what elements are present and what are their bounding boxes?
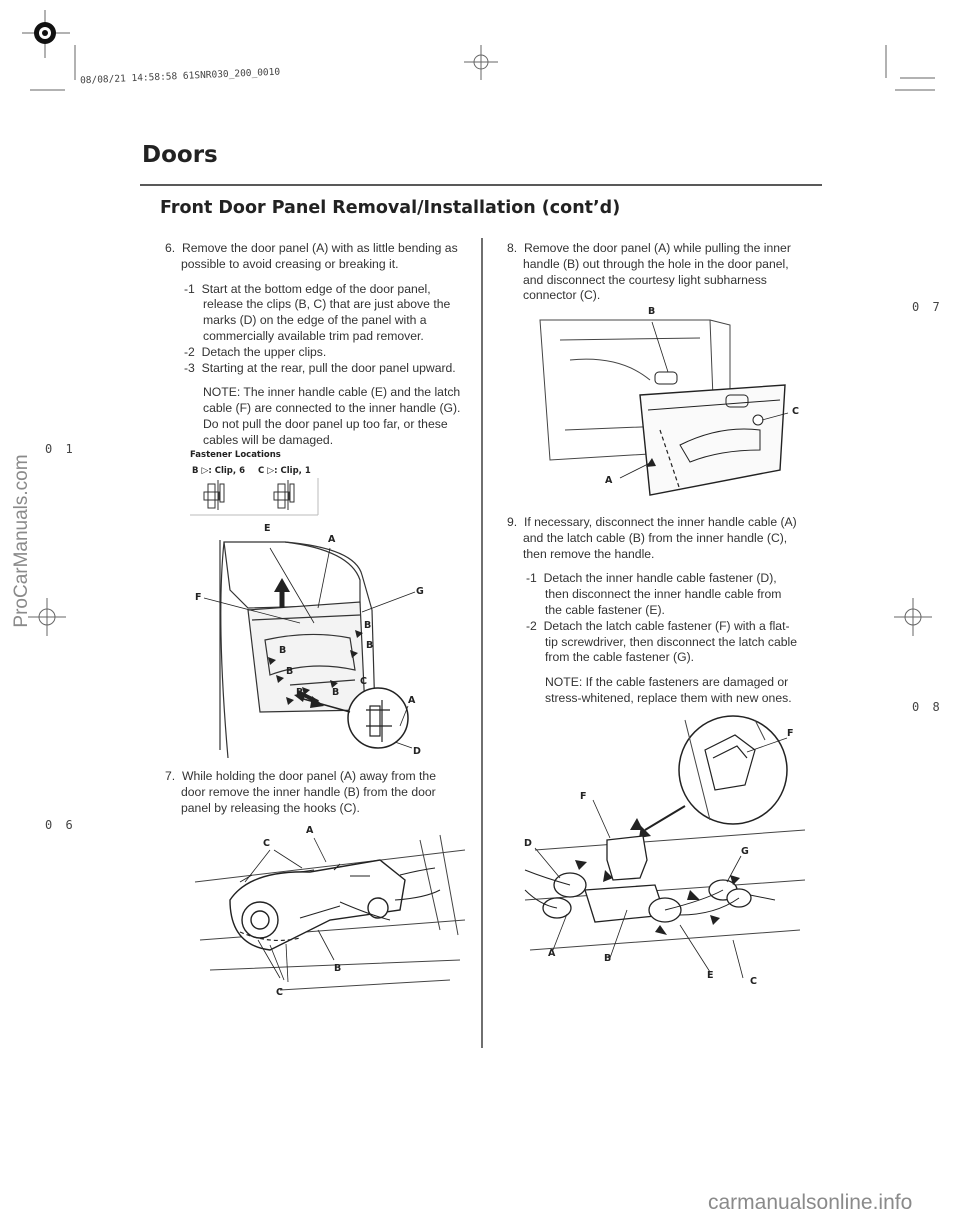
substep-line: then disconnect the inner handle cable from (545, 587, 782, 602)
label-F: F (195, 592, 202, 603)
substep-line: release the clips (B, C) that are just above the (203, 297, 451, 312)
side-watermark: ProCarManuals.com (11, 454, 32, 628)
substep-line: marks (D) on the edge of the panel with a (203, 313, 427, 328)
label-B: B (364, 620, 372, 631)
label-G: G (741, 846, 749, 857)
step-6 (165, 241, 475, 449)
step-text: and the latch cable (B) from the inner handle (C), (523, 530, 788, 545)
label-E: E (264, 523, 271, 534)
substep-line: the cable fastener (E). (545, 602, 665, 617)
section-title: Doors (142, 142, 218, 168)
label-B: B (648, 306, 656, 317)
note-line: cable (F) are connected to the inner handle (G). (203, 401, 461, 416)
bottom-watermark: carmanualsonline.info (708, 1191, 913, 1214)
step-text: Remove the door panel (A) with as little bending as (181, 241, 458, 255)
step-text: panel by releasing the hooks (C). (181, 800, 360, 815)
label-B: B (604, 953, 612, 964)
inner-handle-drawing (190, 820, 470, 1010)
print-timestamp: 08/08/21 14:58:58 61SNR030_200_0010 (79, 66, 281, 87)
label-C: C (792, 406, 799, 417)
label-B: B (332, 687, 340, 698)
step-number: 7. (165, 769, 176, 783)
label-A: A (408, 695, 416, 706)
note-line: cables will be damaged. (203, 432, 334, 447)
substep-6-3: -3 Starting at the rear, pull the door panel upward. (184, 360, 456, 375)
label-B: B (366, 640, 374, 651)
page-subtitle: Front Door Panel Removal/Installation (cont’d) (160, 198, 621, 218)
page-mark-right-bottom: 0 8 (912, 700, 943, 714)
step-number: 9. (507, 515, 518, 529)
label-A: A (605, 475, 613, 486)
substep-6-2: -2 Detach the upper clips. (184, 344, 327, 359)
door-panel-drawing (190, 520, 470, 760)
fastener-title: Fastener Locations (190, 450, 281, 460)
door-panel-removal-figure (530, 300, 820, 500)
label-B: B (296, 687, 304, 698)
label-A: A (548, 948, 556, 959)
step-7 (165, 769, 475, 816)
step-number: 6. (165, 241, 176, 255)
label-E: E (707, 970, 714, 981)
cable-fastener-drawing (515, 700, 815, 1000)
inner-handle-figure (190, 820, 470, 1010)
step-text: then remove the handle. (523, 546, 655, 561)
label-F: F (787, 728, 794, 739)
label-D: D (413, 746, 421, 757)
fastener-b: B ▷: Clip, 6 (192, 466, 245, 476)
label-C: C (263, 838, 270, 849)
label-C: C (750, 976, 757, 987)
label-F: F (580, 791, 587, 802)
label-B: B (334, 963, 342, 974)
note-line: stress-whitened, replace them with new ones. (545, 690, 792, 705)
clip-drawings (190, 450, 320, 516)
note-line: Do not pull the door panel up too far, or these (203, 416, 448, 431)
step-text: If necessary, disconnect the inner handle cable (A) (523, 515, 797, 529)
label-D: D (524, 838, 532, 849)
step-text: While holding the door panel (A) away from the (181, 769, 436, 783)
step-text: handle (B) out through the hole in the door panel, (523, 256, 789, 271)
step-text: connector (C). (523, 288, 601, 303)
substep-line: commercially available trim pad remover. (203, 328, 424, 343)
label-C: C (276, 987, 283, 998)
step-text: Remove the door panel (A) while pulling the inner (523, 241, 791, 255)
label-B: B (286, 666, 294, 677)
cable-fastener-figure (515, 700, 815, 1000)
fastener-locations (190, 450, 320, 516)
page-mark-left-top: 0 1 (45, 442, 76, 456)
substep-line: tip screwdriver, then disconnect the latch cable (545, 634, 798, 649)
substep-9-1: -1 Detach the inner handle cable fastener (D), (526, 571, 777, 586)
step-text: possible to avoid creasing or breaking it. (181, 256, 399, 271)
label-G: G (416, 586, 424, 597)
fastener-c: C ▷: Clip, 1 (258, 466, 311, 476)
substep-9-2: -2 Detach the latch cable fastener (F) with a flat- (526, 618, 790, 633)
door-panel-figure (190, 520, 470, 760)
step-number: 8. (507, 241, 518, 255)
label-B: B (279, 645, 287, 656)
substep-6-1: -1 Start at the bottom edge of the door panel, (184, 281, 431, 296)
step-8 (507, 241, 827, 304)
label-A: A (306, 825, 314, 836)
label-A: A (328, 534, 336, 545)
page-mark-left-bottom: 0 6 (45, 818, 76, 832)
note-line: NOTE: The inner handle cable (E) and the latch (203, 385, 461, 400)
note-line: NOTE: If the cable fasteners are damaged or (545, 675, 789, 690)
door-panel-removal-drawing (530, 300, 820, 500)
step-9 (507, 515, 827, 707)
label-C: C (360, 676, 367, 687)
substep-line: from the cable fastener (G). (545, 650, 695, 665)
step-text: door remove the inner handle (B) from the door (181, 784, 436, 799)
page-mark-right-top: 0 7 (912, 300, 943, 314)
step-text: and disconnect the courtesy light subharness (523, 272, 767, 287)
